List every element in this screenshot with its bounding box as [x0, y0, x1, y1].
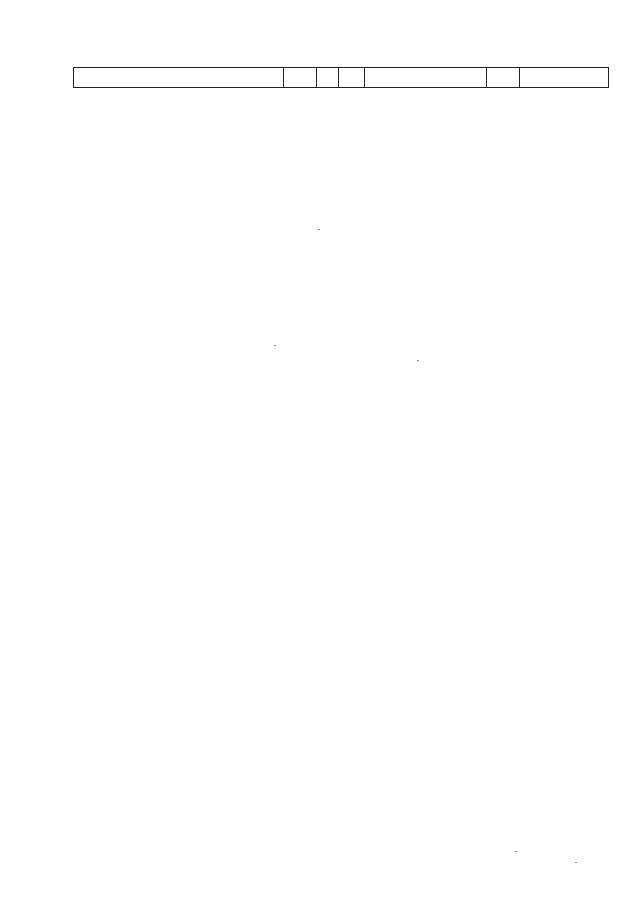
scan-speck	[318, 229, 320, 230]
scan-speck	[515, 851, 517, 852]
scan-speck	[274, 345, 276, 346]
scan-speck	[575, 862, 577, 863]
scan-speck	[417, 360, 419, 361]
